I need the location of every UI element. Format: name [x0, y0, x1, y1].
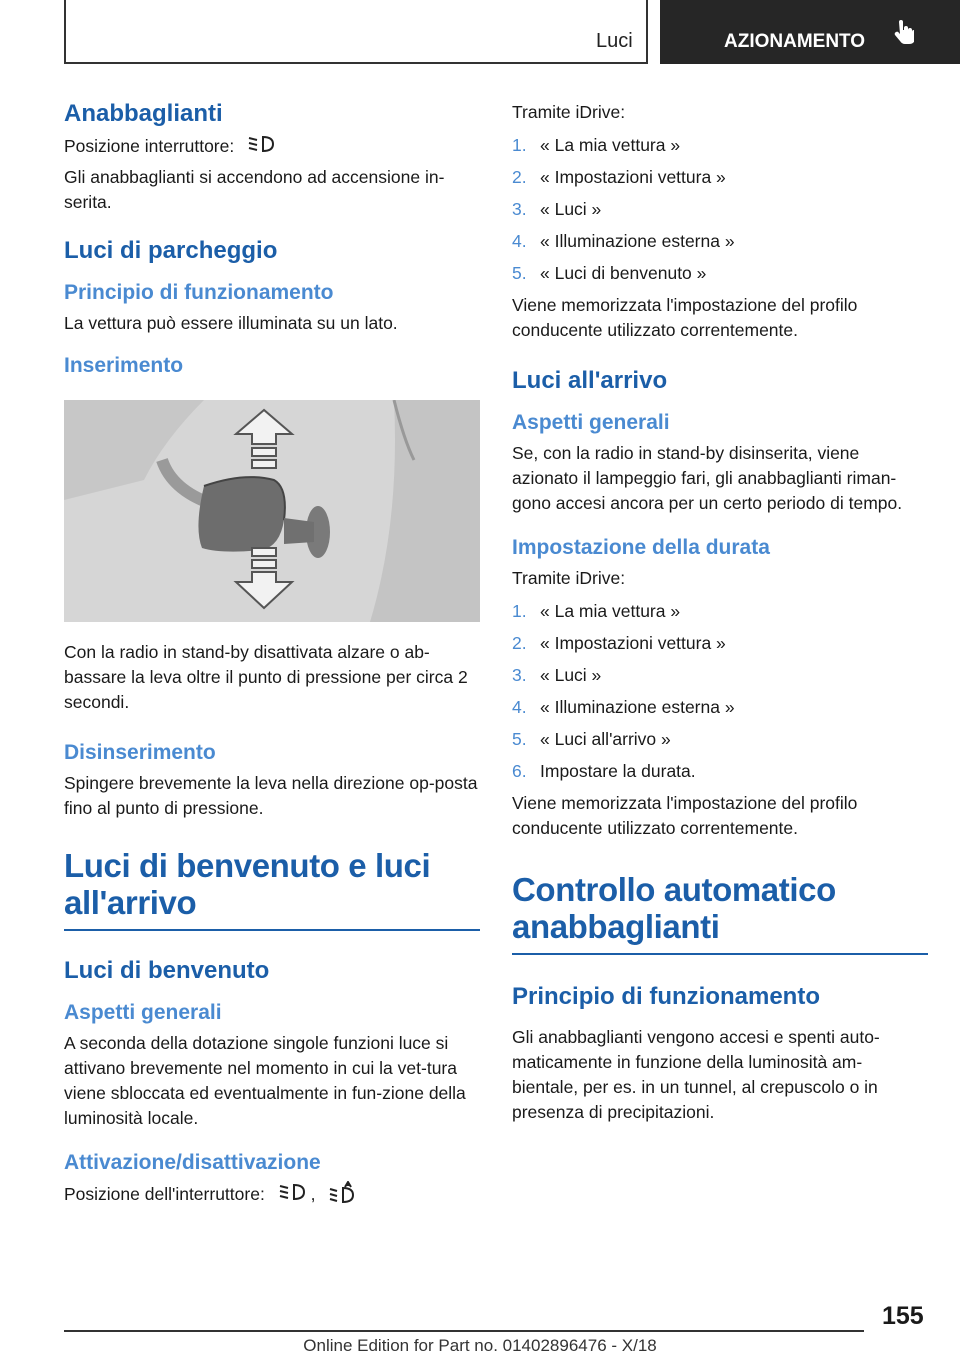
list-item: 6. Impostare la durata. — [512, 761, 696, 781]
aspetti-text-right: Se, con la radio in stand-by disinserita, viene azionato il lampeggio fari, gli anabbaglianti riman-gono accesi ancora per un certo periodo di tempo. — [512, 443, 903, 513]
left-column — [64, 100, 480, 1214]
aspetti-heading-left: Aspetti generali — [64, 1001, 222, 1024]
list-item: 4. « Illuminazione esterna » — [512, 231, 735, 251]
principio-text: La vettura può essere illuminata su un lato. — [64, 313, 398, 333]
memo-text-2: Viene memorizzata l'impostazione del profilo conducente utilizzato correntemente. — [512, 793, 858, 838]
idrive-steps-1 — [512, 129, 928, 289]
footer-edition: Online Edition for Part no. 01402896476 - X/18 — [303, 1336, 657, 1355]
list-item: 3. « Luci » — [512, 199, 602, 219]
anabbaglianti-text: Gli anabbaglianti si accendono ad accensione in-serita. — [64, 167, 445, 212]
idrive-intro-2: Tramite iDrive: — [512, 568, 626, 588]
arrivo-heading: Luci all'arrivo — [512, 367, 668, 394]
list-item: 5. « Luci all'arrivo » — [512, 729, 671, 749]
lever-illustration — [64, 400, 480, 622]
anabbaglianti-heading: Anabbaglianti — [64, 100, 223, 127]
list-item: 3. « Luci » — [512, 665, 602, 685]
anabbaglianti-switch-position: Posizione interruttore: — [64, 134, 480, 161]
list-item: 5. « Luci di benvenuto » — [512, 263, 707, 283]
memo-text-1: Viene memorizzata l'impostazione del profilo conducente utilizzato correntemente. — [512, 295, 858, 340]
idrive-intro-1: Tramite iDrive: — [512, 102, 626, 122]
attivazione-heading: Attivazione/disattivazione — [64, 1151, 321, 1174]
principio-heading: Principio di funzionamento — [64, 281, 334, 304]
footer-rule — [64, 1330, 864, 1332]
low-beam-icon — [278, 1182, 306, 1209]
principio-text-right: Gli anabbaglianti vengono accesi e spenti auto-maticamente in funzione della luminosità am-bientale, per es. in un tunnel, al crepuscolo o in presenza di precipitazioni. — [512, 1027, 880, 1122]
inserimento-heading: Inserimento — [64, 354, 184, 377]
header-chapter-label: AZIONAMENTO — [724, 31, 866, 52]
inserimento-text: Con la radio in stand-by disattivata alzare o ab-bassare la leva oltre il punto di pressione per circa 2 secondi. — [64, 642, 468, 712]
durata-heading: Impostazione della durata — [512, 536, 770, 559]
header-section: Luci — [596, 30, 633, 52]
aspetti-heading-right: Aspetti generali — [512, 411, 670, 434]
disinserimento-heading: Disinserimento — [64, 741, 216, 764]
header-chapter-tab — [660, 0, 960, 64]
page-number: 155 — [882, 1302, 924, 1330]
auto-headlight-icon — [328, 1181, 356, 1210]
aspetti-text-left: A seconda della dotazione singole funzioni luce si attivano brevemente nel momento in cui la vet-tura viene sbloccata ed eventualmente in fun-zione della luminosità locale. — [64, 1033, 466, 1128]
list-item: 2. « Impostazioni vettura » — [512, 633, 726, 653]
list-item: 1. « La mia vettura » — [512, 135, 681, 155]
list-item: 2. « Impostazioni vettura » — [512, 167, 726, 187]
list-item: 1. « La mia vettura » — [512, 601, 681, 621]
disinserimento-text: Spingere brevemente la leva nella direzione op-posta fino al punto di pressione. — [64, 773, 478, 818]
benvenuto-heading: Luci di benvenuto — [64, 957, 270, 984]
principio-heading-right: Principio di funzionamento — [512, 983, 820, 1010]
benvenuto-arrivo-heading: Luci di benvenuto e luci all'arrivo — [64, 847, 480, 931]
right-column — [512, 100, 928, 1129]
idrive-steps-2 — [512, 595, 928, 787]
controllo-heading: Controllo automatico anabbaglianti — [512, 871, 928, 955]
low-beam-icon — [247, 134, 275, 161]
list-item: 4. « Illuminazione esterna » — [512, 697, 735, 717]
hand-pointer-icon — [892, 0, 914, 81]
attivazione-switch-position: Posizione dell'interruttore: , — [64, 1181, 480, 1210]
parcheggio-heading: Luci di parcheggio — [64, 237, 278, 264]
header-frame — [64, 0, 648, 64]
